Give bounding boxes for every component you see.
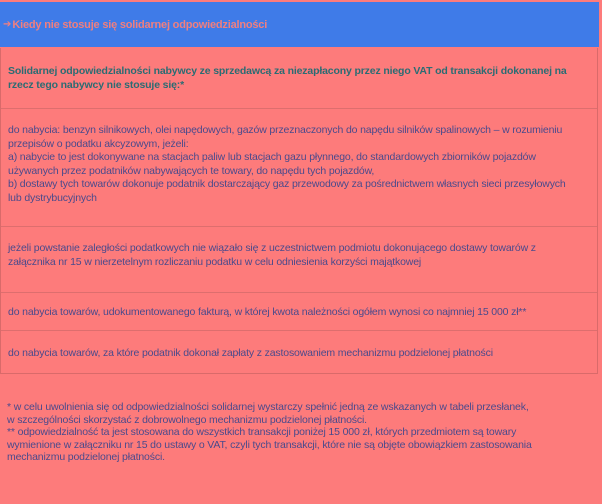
row-line: do nabycia towarów, za które podatnik dokonał zapłaty z zastosowaniem mechanizmu podzielonej płatności (8, 347, 493, 359)
lead-text: Solidarnej odpowiedzialności nabywcy ze sprzedawcą za niezapłacony przez niego VAT od transakcji dokonanej na rzecz tego nabywcy nie stosuje się:* (8, 65, 567, 91)
row-line: przepisów o podatku akcyzowym, jeżeli: (8, 137, 189, 150)
table-row (1, 330, 597, 374)
row-line: do nabycia towarów, udokumentowanego fakturą, w której kwota należności ogółem wynosi co najmniej 15 000 zł** (8, 306, 527, 318)
row-line: lub dystrybucyjnych (8, 191, 97, 204)
row-text (8, 306, 577, 320)
row-line: a) nabycie to jest dokonywane na stacjach paliw lub stacjach gazu płynnego, do standardowych zbiorników pojazdów (8, 151, 536, 163)
row-line: b) dostawy tych towarów dokonuje podatnik dostarczający gaz przewodowy za pośrednictwem własnych sieci przesyłowych (8, 178, 566, 190)
footnote-line: mechanizmu podzielonej płatności. (7, 451, 165, 463)
footnotes (7, 401, 587, 464)
table-row (1, 226, 597, 292)
footnote-line: w szczególności skorzystać z dobrowolnego mechanizmu podzielonej płatności. (7, 413, 367, 426)
row-text (8, 124, 577, 205)
footnote-line: wymienione w załączniku nr 15 do ustawy o VAT, czyli tych transakcji, które nie są objęte obowiązkiem zastosowania (7, 438, 532, 451)
table-lead-row (1, 48, 597, 108)
footnote-line: * w celu uwolnienia się od odpowiedzialności solidarnej wystarczy spełnić jedną ze wskazanych w tabeli przesłanek, (7, 401, 529, 413)
row-line: jeżeli powstanie zaległości podatkowych nie wiązało się z uczestnictwem podmiotu dokonującego dostawy towarów z (8, 242, 536, 254)
table-row (1, 292, 597, 330)
header-bar (0, 2, 599, 47)
footnote-single-asterisk (7, 401, 587, 426)
row-line: załącznika nr 15 w nierzetelnym rozliczaniu podatku w celu odniesienia korzyści majątkowej (8, 255, 422, 268)
header-title: Kiedy nie stosuje się solidarnej odpowiedzialności (12, 18, 268, 31)
conditions-table (0, 48, 598, 374)
row-text (8, 347, 577, 361)
table-row (1, 108, 597, 226)
row-text (8, 242, 577, 269)
footnote-double-asterisk (7, 426, 587, 464)
row-line: do nabycia: benzyn silnikowych, olei napędowych, gazów przeznaczonych do napędu silników spalinowych – w rozumieniu (8, 124, 563, 136)
row-line: używanych przez podatników nabywających te towary, do napędu tych pojazdów, (8, 164, 375, 177)
footnote-line: ** odpowiedzialność ta jest stosowana do wszystkich transakcji poniżej 15 000 zł, których przedmiotem są towary (7, 426, 517, 438)
arrow-right-icon: ➔ (3, 18, 12, 30)
